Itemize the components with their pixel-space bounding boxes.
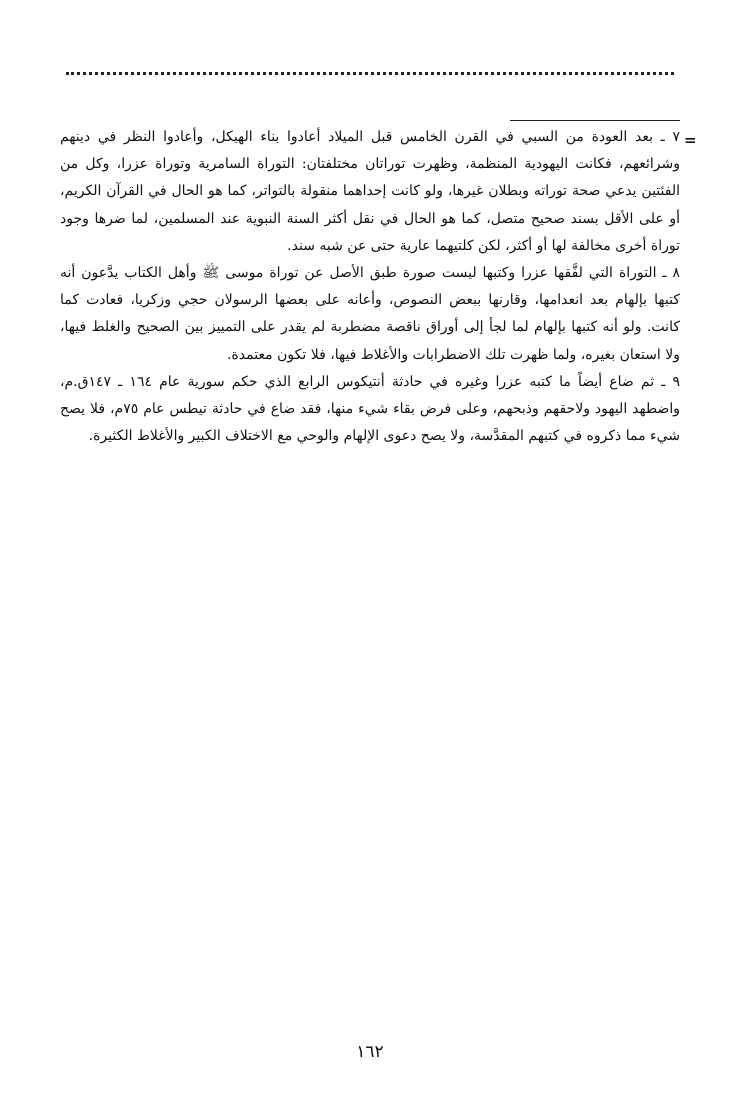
footnote-rule [510, 120, 680, 121]
footnote-7: ٧ ـ بعد العودة من السبي في القرن الخامس قبل الميلاد أعادوا بناء الهيكل، وأعادوا النظر في دينهم وشرائعهم، فكانت اليهودية المنظمة، وظهرت توراتان مختلفتان: التوراة السامرية وتوراة عزرا، وكل من الفئتين يدعي صحة توراته وبطلان غيرها، ولو كانت إحداهما منقولة بالتواتر، كما هو الحال في القرآن الكريم، أو على الأقل بسند صحيح متصل، كما هو الحال في نقل أكثر السنة النبوية عند المسلمين، لما ضرها وجود توراة أخرى مخالفة لها أو أكثر، لكن كلتيهما عارية حتى عن شبه سند. [60, 129, 680, 254]
footnotes-section [60, 124, 680, 450]
footnote-9: ٩ ـ ثم ضاع أيضاً ما كتبه عزرا وغيره في حادثة أنتيكوس الرابع الذي حكم سورية عام ١٦٤ ـ ١٤٧ق.م، واضطهد اليهود ولاحقهم وذبحهم، وعلى فرض بقاء شيء منها، فقد ضاع في حادثة تيطس عام ٧٥م، فلا يصح شيء مما ذكروه في كتبهم المقدَّسة، ولا يصح دعوى الإلهام والوحي مع الاختلاف الكبير والأغلاط الكثيرة. [60, 373, 680, 445]
continuation-mark: = [684, 131, 697, 149]
dotted-separator [66, 72, 674, 75]
footnote-8: ٨ ـ التوراة التي لفَّقها عزرا وكتبها ليست صورة طبق الأصل عن توراة موسى ﷺ وأهل الكتاب يدَّعون أنه كتبها بإلهام بعد انعدامها، وقارنها ببعض النصوص، وأعانه على بعضها الرسولان حجي وزكريا، فعادت كما كانت. ولو أنه كتبها بإلهام لما لجأ إلى أوراق ناقصة مضطربة لم يقدر على التمييز بين الصحيح والغلط فيها، ولا استعان بغيره، ولما ظهرت تلك الاضطرابات والأغلاط فيها، فلا تكون معتمدة. [60, 265, 680, 363]
page-number: ١٦٢ [356, 1042, 384, 1062]
